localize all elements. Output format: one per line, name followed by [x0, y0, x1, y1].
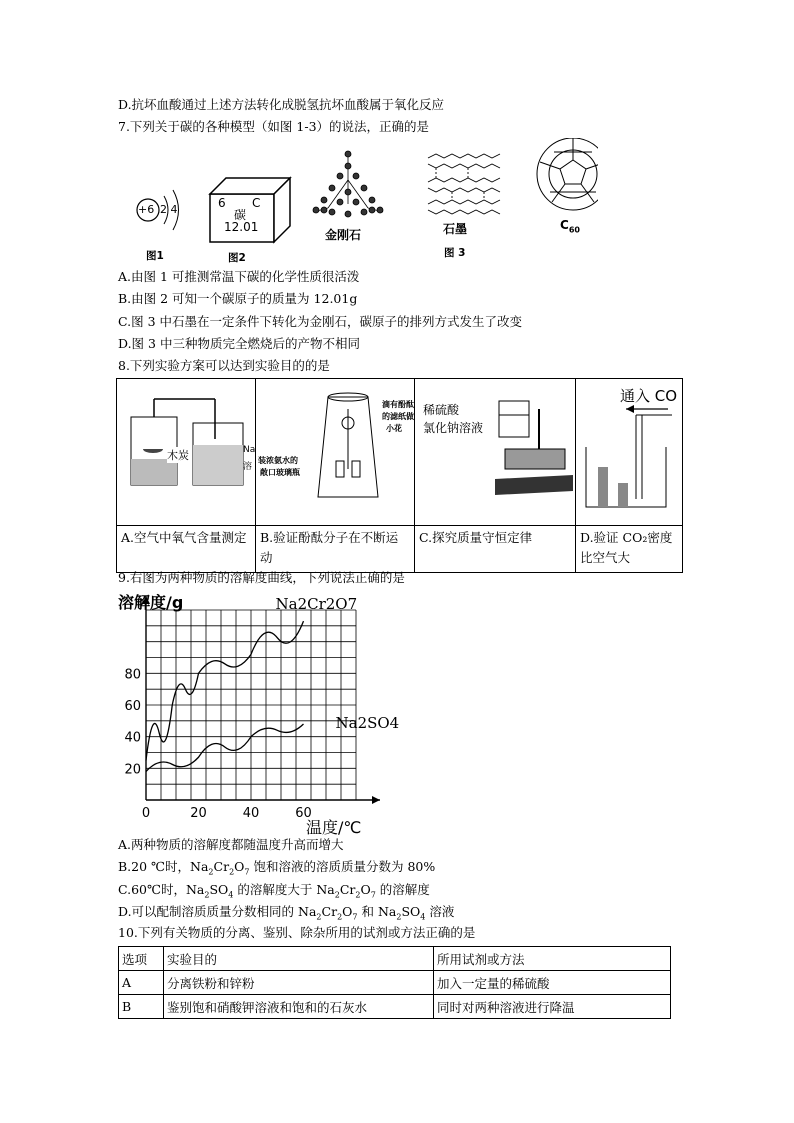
option-7b: B.由图 2 可知一个碳原子的质量为 12.01g [118, 291, 358, 306]
x-tick-label: 60 [295, 806, 312, 821]
question-7-stem: 7.下列关于碳的各种模型（如图 1-3）的说法，正确的是 [118, 119, 430, 134]
diamond-label: 金刚石 [325, 228, 362, 242]
table-row [119, 995, 671, 1019]
q8-experiment-table [116, 378, 683, 573]
ammonia-bottle-note-2: 敞口玻璃瓶 [260, 468, 300, 477]
table-header: 选项 [119, 947, 164, 971]
element-atomic-mass: 12.01 [224, 220, 259, 234]
question-8-stem: 8.下列实验方案可以达到实验目的的是 [118, 358, 330, 373]
co2-inlet-label: 通入 CO [620, 387, 678, 405]
option-9c: C.60℃时，$Na_2SO_4$ 的溶解度大于 $Na_2Cr_2O_7$ 的溶解度 [118, 882, 430, 900]
c60-subscript: 60 [568, 225, 580, 235]
x-tick-label: 20 [190, 806, 207, 821]
table-row [119, 971, 671, 995]
figure-3-caption: 图 3 [444, 247, 466, 259]
y-tick-label: 20 [124, 762, 141, 778]
q8-label-b: B.验证酚酞分子在不断运动 [256, 526, 415, 573]
x-axis-arrow [372, 796, 380, 804]
q8-image-a [117, 379, 256, 526]
table-cell: B [119, 995, 164, 1019]
question-9-stem: 9.右图为两种物质的溶解度曲线，下列说法正确的是 [118, 570, 405, 585]
option-7c: C.图 3 中石墨在一定条件下转化为金刚石，碳原子的排列方式发生了改变 [118, 314, 522, 329]
solution-label-cut-2: 溶 [243, 462, 253, 472]
c60-symbol: C [560, 218, 569, 232]
filter-paper-note-2: 的滤纸做 [382, 412, 414, 421]
q8-image-b [256, 379, 415, 526]
solution-label-cut: Na [243, 445, 256, 455]
filter-paper-note-1: 滴有酚酞 [382, 400, 414, 409]
table-cell: 鉴别饱和硝酸钾溶液和饱和的石灰水 [164, 995, 434, 1019]
x-tick-label: 0 [141, 806, 151, 821]
table-cell: 同时对两种溶液进行降温 [434, 995, 671, 1019]
option-9b: B.20 ℃时，$Na_2Cr_2O_7$ 饱和溶液的溶质质量分数为 80% [118, 859, 436, 877]
q8-image-d [576, 379, 683, 526]
filter-paper-note-3: 小花 [386, 424, 402, 433]
q8-label-c: C.探究质量守恒定律 [415, 526, 576, 573]
element-name: 碳 [234, 208, 247, 222]
q10-table [118, 946, 671, 1019]
option-7d: D.图 3 中三种物质完全燃烧后的产物不相同 [118, 336, 360, 351]
c60-label [560, 218, 580, 234]
table-cell: 加入一定量的稀硫酸 [434, 971, 671, 995]
y-tick-label: 80 [124, 667, 141, 683]
carbon-models-figure [118, 138, 598, 263]
option-9d: D.可以配制溶质质量分数相同的 $Na_2Cr_2O_7$ 和 $Na_2SO_4$ 溶液 [118, 904, 455, 922]
atom-shell-electrons: 2 4 [160, 203, 178, 216]
table-header-row [119, 947, 671, 971]
figure-1-caption: 图1 [146, 250, 164, 262]
atom-nucleus-charge: +6 [138, 203, 155, 216]
series-label-1: Na2Cr2O7 [275, 595, 358, 614]
y-axis-label: 溶解度/g [118, 593, 184, 612]
element-atomic-number: 6 [218, 196, 226, 210]
option-9c-prefix: C.60℃时，Na [118, 882, 205, 897]
graphite-label: 石墨 [443, 222, 468, 236]
y-tick-label: 60 [124, 699, 141, 714]
option-9a: A.两种物质的溶解度都随温度升高而增大 [118, 837, 344, 852]
q8-image-c [415, 379, 576, 526]
x-tick-label: 40 [242, 806, 260, 821]
charcoal-label: 木炭 [167, 449, 189, 462]
table-header: 所用试剂或方法 [434, 947, 671, 971]
dilute-sulfuric-acid-label: 稀硫酸 [423, 403, 460, 417]
option-7a: A.由图 1 可推测常温下碳的化学性质很活泼 [118, 269, 360, 284]
element-symbol: C [252, 196, 261, 210]
ammonia-bottle-note-1: 装浓氨水的 [258, 456, 298, 465]
table-header: 实验目的 [164, 947, 434, 971]
q8-label-a: A.空气中氧气含量测定 [117, 526, 256, 573]
series-label-2: Na2SO4 [335, 714, 400, 732]
figure-2-caption: 图2 [228, 252, 246, 264]
x-axis-label: 温度/℃ [306, 818, 362, 835]
q8-label-d: D.验证 CO₂密度比空气大 [576, 526, 683, 573]
series-line-2 [146, 724, 304, 772]
sodium-chloride-solution-label: 氯化钠溶液 [423, 421, 484, 435]
table-cell: 分离铁粉和锌粉 [164, 971, 434, 995]
solubility-chart [118, 590, 418, 835]
y-tick-label: 40 [124, 730, 141, 746]
table-cell: A [119, 971, 164, 995]
question-10-stem: 10.下列有关物质的分离、鉴别、除杂所用的试剂或方法正确的是 [118, 925, 476, 940]
option-d-line: D.抗坏血酸通过上述方法转化成脱氢抗坏血酸属于氧化反应 [118, 97, 445, 112]
